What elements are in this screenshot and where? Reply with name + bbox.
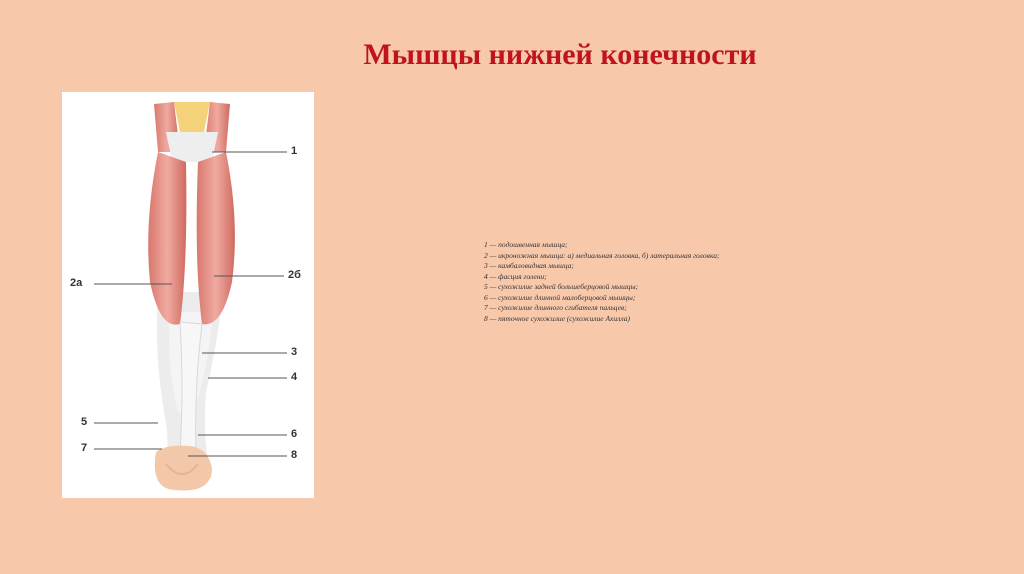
leg-muscle-drawing bbox=[62, 92, 314, 498]
legend-item: 6 — сухожилие длинной малоберцовой мышцы; bbox=[484, 292, 636, 302]
label-6: 6 bbox=[291, 428, 298, 440]
label-3: 3 bbox=[291, 346, 298, 358]
legend-item: 5 — сухожилие задней большеберцовой мышцы; bbox=[484, 282, 639, 291]
legend-item: 2 — икроножная мышца: а) медиальная головка, б) латеральная головка; bbox=[484, 250, 720, 260]
legend-item: 7 — сухожилие длинного сгибателя пальцев; bbox=[484, 303, 627, 312]
gastrocnemius-medial-head bbox=[148, 152, 186, 325]
heel bbox=[155, 446, 212, 491]
label-7: 7 bbox=[81, 442, 88, 454]
label-2b: 2б bbox=[288, 269, 301, 281]
gastrocnemius-lateral-head bbox=[197, 152, 235, 324]
label-4: 4 bbox=[291, 371, 298, 383]
legend-item: 8 — пяточное сухожилие (сухожилие Ахилла) bbox=[484, 313, 630, 323]
label-2a: 2а bbox=[70, 277, 83, 289]
legend-item: 3 — камбаловидная мышца; bbox=[484, 261, 574, 270]
slide-title: Мышцы нижней конечности bbox=[363, 38, 757, 71]
leg-muscle-illustration bbox=[62, 92, 314, 498]
legend-item: 4 — фасция голени; bbox=[484, 271, 547, 281]
label-1: 1 bbox=[291, 145, 298, 157]
legend-item: 1 — подошвенная мышца; bbox=[484, 240, 568, 249]
knee-tendons bbox=[166, 132, 218, 162]
label-8: 8 bbox=[291, 449, 298, 461]
label-5: 5 bbox=[81, 416, 88, 428]
muscle-legend bbox=[484, 240, 720, 324]
